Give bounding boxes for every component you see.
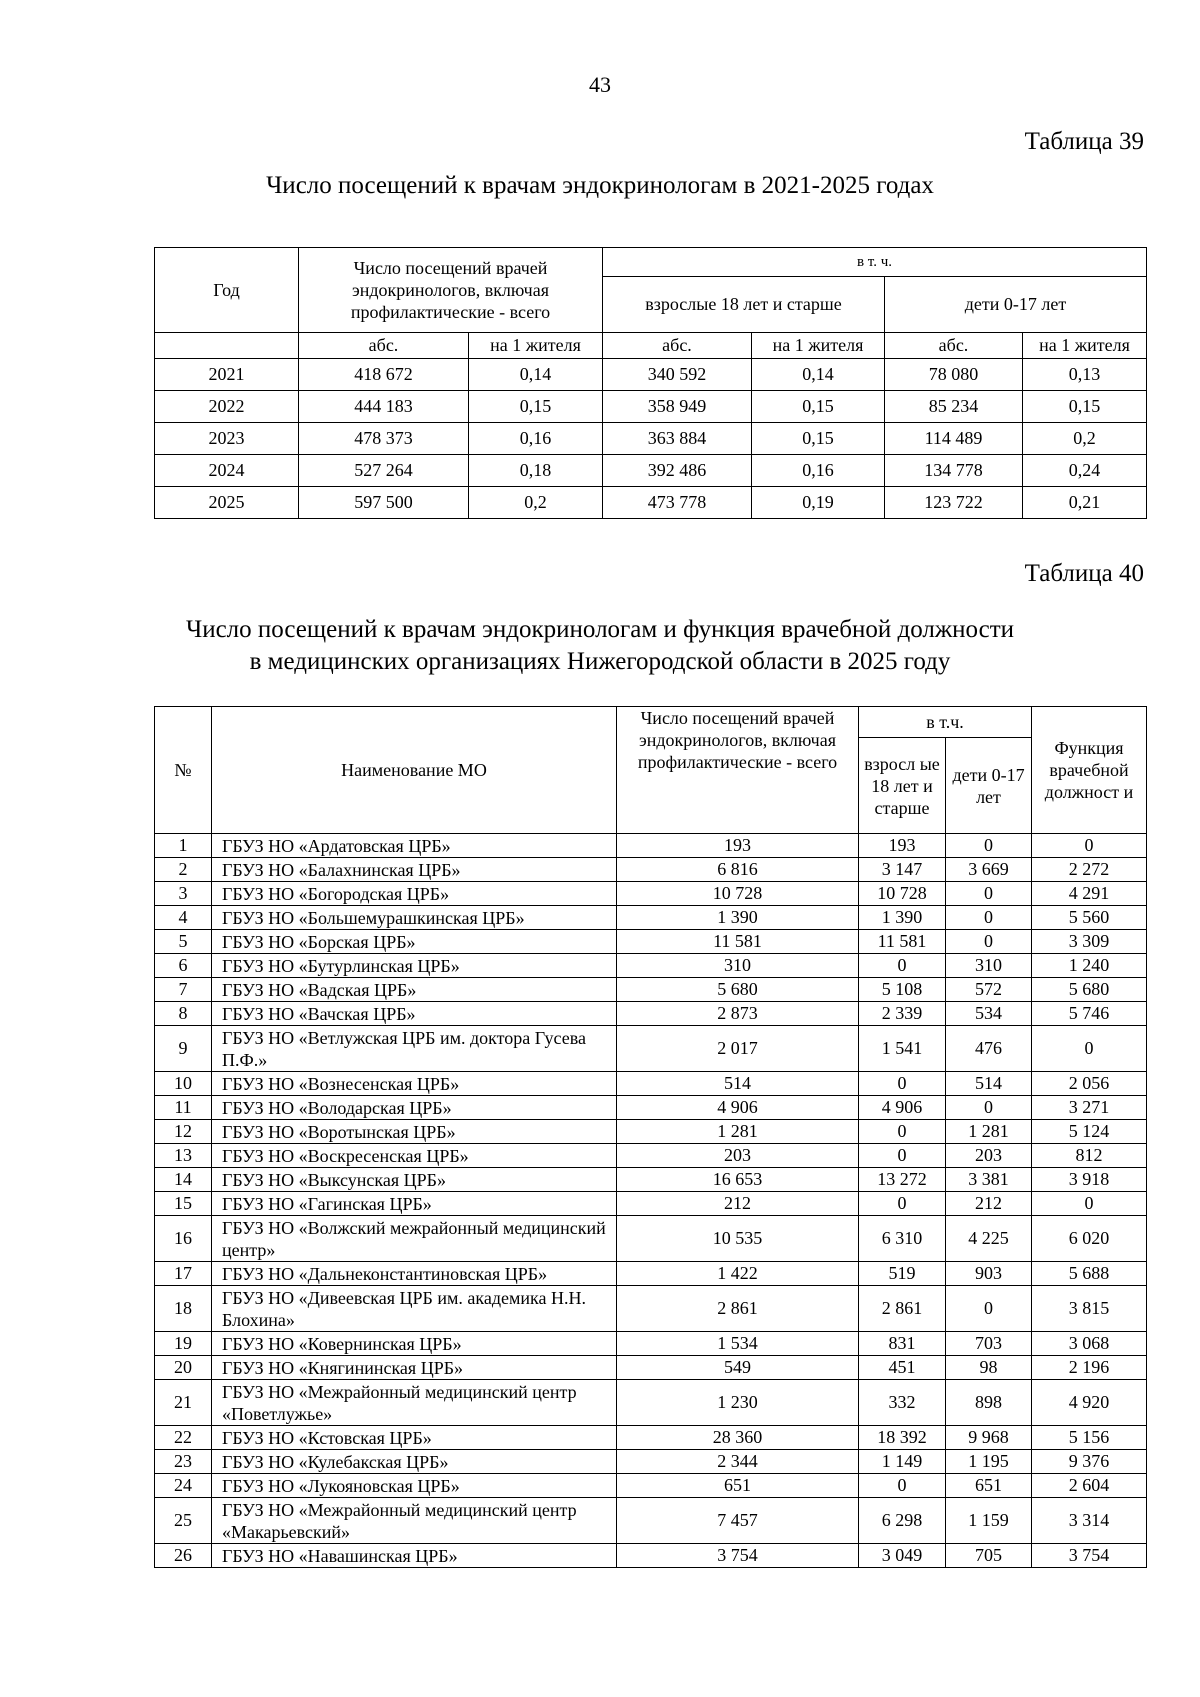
organization-name-cell: ГБУЗ НО «Кстовская ЦРБ»	[212, 1426, 617, 1450]
table-cell: 0,16	[752, 455, 885, 487]
table-cell: 203	[946, 1144, 1032, 1168]
table-cell: 572	[946, 978, 1032, 1002]
organization-name-cell: ГБУЗ НО «Ардатовская ЦРБ»	[212, 834, 617, 858]
table-cell: 0,16	[469, 423, 603, 455]
table-39	[154, 247, 1147, 519]
table-cell: 363 884	[603, 423, 752, 455]
organization-name-cell: ГБУЗ НО «Бутурлинская ЦРБ»	[212, 954, 617, 978]
table-cell: 8	[155, 1002, 212, 1026]
table-cell: 203	[617, 1144, 859, 1168]
table-cell: 15	[155, 1192, 212, 1216]
header-incl: в т.ч.	[859, 707, 1032, 738]
table-cell: 392 486	[603, 455, 752, 487]
table-cell: 3 754	[1032, 1544, 1147, 1568]
table-40-title-line2: в медицинских организациях Нижегородской области в 2025 году	[249, 648, 951, 675]
table-cell: 0,15	[1023, 391, 1147, 423]
table-40-title-line1: Число посещений к врачам эндокринологам и функция врачебной должности	[185, 616, 1015, 643]
table-cell: 3 918	[1032, 1168, 1147, 1192]
table-row	[155, 1168, 1147, 1192]
table-cell: 1 159	[946, 1498, 1032, 1544]
table-cell: 3 754	[617, 1544, 859, 1568]
organization-name-cell: ГБУЗ НО «Балахнинская ЦРБ»	[212, 858, 617, 882]
table-cell: 1 390	[617, 906, 859, 930]
table-row	[155, 1144, 1147, 1168]
table-cell: 9 968	[946, 1426, 1032, 1450]
table-cell: 549	[617, 1356, 859, 1380]
organization-name-cell: ГБУЗ НО «Володарская ЦРБ»	[212, 1096, 617, 1120]
table-cell: 0,15	[469, 391, 603, 423]
table-cell: 5 688	[1032, 1262, 1147, 1286]
table-cell: 0	[946, 1286, 1032, 1332]
table-cell: 85 234	[885, 391, 1023, 423]
organization-name-cell: ГБУЗ НО «Межрайонный медицинский центр «Макарьевский»	[212, 1498, 617, 1544]
table-row	[155, 1002, 1147, 1026]
header-abs: абс.	[603, 333, 752, 359]
table-cell: 0	[859, 1120, 946, 1144]
table-row	[155, 882, 1147, 906]
table-cell: 0	[946, 930, 1032, 954]
organization-name-cell: ГБУЗ НО «Вознесенская ЦРБ»	[212, 1072, 617, 1096]
table-row	[155, 359, 1147, 391]
table-cell: 13 272	[859, 1168, 946, 1192]
table-cell: 519	[859, 1262, 946, 1286]
table-cell: 1 422	[617, 1262, 859, 1286]
organization-name-cell: ГБУЗ НО «Выксунская ЦРБ»	[212, 1168, 617, 1192]
table-cell: 0,15	[752, 391, 885, 423]
table-row	[155, 930, 1147, 954]
table-cell: 0	[859, 1072, 946, 1096]
table-cell: 0,18	[469, 455, 603, 487]
organization-name-cell: ГБУЗ НО «Вадская ЦРБ»	[212, 978, 617, 1002]
table-cell: 98	[946, 1356, 1032, 1380]
table-cell: 10 728	[859, 882, 946, 906]
table-cell: 12	[155, 1120, 212, 1144]
table-cell: 3 068	[1032, 1332, 1147, 1356]
table-cell: 903	[946, 1262, 1032, 1286]
header-children: дети 0-17 лет	[885, 277, 1147, 333]
table-cell: 10	[155, 1072, 212, 1096]
table-cell: 212	[617, 1192, 859, 1216]
table-cell: 831	[859, 1332, 946, 1356]
table-cell: 9 376	[1032, 1450, 1147, 1474]
table-cell: 527 264	[299, 455, 469, 487]
table-cell: 3 309	[1032, 930, 1147, 954]
table-cell: 2 196	[1032, 1356, 1147, 1380]
table-cell: 16	[155, 1216, 212, 1262]
organization-name-cell: ГБУЗ НО «Ковернинская ЦРБ»	[212, 1332, 617, 1356]
table-cell: 534	[946, 1002, 1032, 1026]
table-cell: 212	[946, 1192, 1032, 1216]
header-empty	[155, 333, 299, 359]
table-cell: 0,2	[469, 487, 603, 519]
table-39-label: Таблица 39	[1024, 128, 1144, 155]
table-cell: 1 541	[859, 1026, 946, 1072]
organization-name-cell: ГБУЗ НО «Воротынская ЦРБ»	[212, 1120, 617, 1144]
table-cell: 5 156	[1032, 1426, 1147, 1450]
page-number: 43	[589, 72, 611, 97]
table-cell: 332	[859, 1380, 946, 1426]
organization-name-cell: ГБУЗ НО «Дивеевская ЦРБ им. академика Н.Н. Блохина»	[212, 1286, 617, 1332]
table-cell: 6	[155, 954, 212, 978]
table-cell: 7 457	[617, 1498, 859, 1544]
table-row	[155, 1426, 1147, 1450]
table-cell: 0	[946, 834, 1032, 858]
table-row	[155, 1216, 1147, 1262]
table-row	[155, 1450, 1147, 1474]
table-cell: 0,15	[752, 423, 885, 455]
table-cell: 4 906	[859, 1096, 946, 1120]
table-cell: 473 778	[603, 487, 752, 519]
header-per1: на 1 жителя	[469, 333, 603, 359]
table-row	[155, 455, 1147, 487]
organization-name-cell: ГБУЗ НО «Дальнеконстантиновская ЦРБ»	[212, 1262, 617, 1286]
table-39-title: Число посещений к врачам эндокринологам в 2021-2025 годах	[266, 172, 934, 199]
table-cell: 25	[155, 1498, 212, 1544]
table-40-label: Таблица 40	[1024, 560, 1144, 587]
table-cell: 0	[1032, 834, 1147, 858]
table-cell: 114 489	[885, 423, 1023, 455]
table-cell: 2 344	[617, 1450, 859, 1474]
table-cell: 4 225	[946, 1216, 1032, 1262]
table-cell: 134 778	[885, 455, 1023, 487]
table-cell: 1 149	[859, 1450, 946, 1474]
table-cell: 78 080	[885, 359, 1023, 391]
table-cell: 2	[155, 858, 212, 882]
table-row	[155, 954, 1147, 978]
organization-name-cell: ГБУЗ НО «Вачская ЦРБ»	[212, 1002, 617, 1026]
table-cell: 514	[946, 1072, 1032, 1096]
table-cell: 3 815	[1032, 1286, 1147, 1332]
table-cell: 703	[946, 1332, 1032, 1356]
table-cell: 7	[155, 978, 212, 1002]
table-cell: 0,21	[1023, 487, 1147, 519]
table-cell: 18	[155, 1286, 212, 1332]
table-cell: 1 390	[859, 906, 946, 930]
table-cell: 193	[859, 834, 946, 858]
table-cell: 2 604	[1032, 1474, 1147, 1498]
table-cell: 14	[155, 1168, 212, 1192]
table-row	[155, 1262, 1147, 1286]
table-cell: 24	[155, 1474, 212, 1498]
table-cell: 22	[155, 1426, 212, 1450]
table-cell: 2021	[155, 359, 299, 391]
table-row	[155, 978, 1147, 1002]
table-row	[155, 1026, 1147, 1072]
table-cell: 18 392	[859, 1426, 946, 1450]
table-cell: 20	[155, 1356, 212, 1380]
table-cell: 2022	[155, 391, 299, 423]
table-cell: 705	[946, 1544, 1032, 1568]
table-cell: 0	[946, 882, 1032, 906]
table-cell: 0	[859, 1192, 946, 1216]
table-cell: 3	[155, 882, 212, 906]
table-cell: 0	[1032, 1192, 1147, 1216]
table-row	[155, 858, 1147, 882]
organization-name-cell: ГБУЗ НО «Межрайонный медицинский центр «Поветлужье»	[212, 1380, 617, 1426]
table-row	[155, 1380, 1147, 1426]
table-cell: 17	[155, 1262, 212, 1286]
table-cell: 11 581	[859, 930, 946, 954]
table-cell: 19	[155, 1332, 212, 1356]
table-cell: 6 298	[859, 1498, 946, 1544]
table-cell: 0	[859, 1474, 946, 1498]
table-cell: 2 861	[617, 1286, 859, 1332]
table-cell: 2 017	[617, 1026, 859, 1072]
table-cell: 310	[946, 954, 1032, 978]
table-cell: 9	[155, 1026, 212, 1072]
table-cell: 123 722	[885, 487, 1023, 519]
table-cell: 6 020	[1032, 1216, 1147, 1262]
table-cell: 1 240	[1032, 954, 1147, 978]
table-cell: 4	[155, 906, 212, 930]
header-year: Год	[155, 248, 299, 333]
table-cell: 1 195	[946, 1450, 1032, 1474]
table-cell: 1 281	[617, 1120, 859, 1144]
table-cell: 193	[617, 834, 859, 858]
table-row	[155, 391, 1147, 423]
table-cell: 444 183	[299, 391, 469, 423]
table-cell: 1 230	[617, 1380, 859, 1426]
header-function: Функция врачебной должност и	[1032, 707, 1147, 834]
header-incl: в т. ч.	[603, 248, 1147, 277]
table-row	[155, 423, 1147, 455]
table-row	[155, 906, 1147, 930]
table-cell: 6 816	[617, 858, 859, 882]
header-adults: взросл ые 18 лет и старше	[859, 738, 946, 834]
table-cell: 651	[946, 1474, 1032, 1498]
table-cell: 0	[1032, 1026, 1147, 1072]
table-cell: 597 500	[299, 487, 469, 519]
table-cell: 1	[155, 834, 212, 858]
table-cell: 3 147	[859, 858, 946, 882]
header-total: Число посещений врачей эндокринологов, включая профилактические - всего	[617, 707, 859, 834]
table-cell: 0	[859, 1144, 946, 1168]
table-row	[155, 1544, 1147, 1568]
table-row	[155, 1356, 1147, 1380]
organization-name-cell: ГБУЗ НО «Гагинская ЦРБ»	[212, 1192, 617, 1216]
header-per1: на 1 жителя	[752, 333, 885, 359]
table-cell: 5 680	[1032, 978, 1147, 1002]
organization-name-cell: ГБУЗ НО «Навашинская ЦРБ»	[212, 1544, 617, 1568]
header-total: Число посещений врачей эндокринологов, включая профилактические - всего	[299, 248, 603, 333]
table-40	[154, 706, 1147, 1568]
table-cell: 418 672	[299, 359, 469, 391]
table-cell: 0,13	[1023, 359, 1147, 391]
table-cell: 21	[155, 1380, 212, 1426]
table-cell: 651	[617, 1474, 859, 1498]
table-cell: 5	[155, 930, 212, 954]
table-cell: 1 281	[946, 1120, 1032, 1144]
table-cell: 2 861	[859, 1286, 946, 1332]
table-cell: 898	[946, 1380, 1032, 1426]
table-cell: 3 669	[946, 858, 1032, 882]
table-cell: 2 339	[859, 1002, 946, 1026]
table-row	[155, 834, 1147, 858]
table-row	[155, 1120, 1147, 1144]
table-row	[155, 1332, 1147, 1356]
table-cell: 5 108	[859, 978, 946, 1002]
table-cell: 0	[946, 1096, 1032, 1120]
organization-name-cell: ГБУЗ НО «Кулебакская ЦРБ»	[212, 1450, 617, 1474]
organization-name-cell: ГБУЗ НО «Борская ЦРБ»	[212, 930, 617, 954]
table-cell: 5 560	[1032, 906, 1147, 930]
table-cell: 3 049	[859, 1544, 946, 1568]
table-cell: 5 746	[1032, 1002, 1147, 1026]
table-cell: 10 728	[617, 882, 859, 906]
table-cell: 5 124	[1032, 1120, 1147, 1144]
organization-name-cell: ГБУЗ НО «Воскресенская ЦРБ»	[212, 1144, 617, 1168]
organization-name-cell: ГБУЗ НО «Богородская ЦРБ»	[212, 882, 617, 906]
table-cell: 0,2	[1023, 423, 1147, 455]
table-cell: 476	[946, 1026, 1032, 1072]
table-cell: 11 581	[617, 930, 859, 954]
organization-name-cell: ГБУЗ НО «Ветлужская ЦРБ им. доктора Гусева П.Ф.»	[212, 1026, 617, 1072]
table-cell: 358 949	[603, 391, 752, 423]
table-cell: 2024	[155, 455, 299, 487]
table-cell: 451	[859, 1356, 946, 1380]
table-cell: 3 381	[946, 1168, 1032, 1192]
table-cell: 812	[1032, 1144, 1147, 1168]
table-row	[155, 1096, 1147, 1120]
table-cell: 3 314	[1032, 1498, 1147, 1544]
table-row	[155, 1498, 1147, 1544]
table-row	[155, 1286, 1147, 1332]
table-cell: 5 680	[617, 978, 859, 1002]
organization-name-cell: ГБУЗ НО «Княгининская ЦРБ»	[212, 1356, 617, 1380]
table-cell: 0,14	[752, 359, 885, 391]
table-cell: 2 873	[617, 1002, 859, 1026]
header-per1: на 1 жителя	[1023, 333, 1147, 359]
table-cell: 26	[155, 1544, 212, 1568]
table-cell: 478 373	[299, 423, 469, 455]
table-cell: 10 535	[617, 1216, 859, 1262]
table-cell: 0,14	[469, 359, 603, 391]
table-cell: 28 360	[617, 1426, 859, 1450]
table-row	[155, 1072, 1147, 1096]
organization-name-cell: ГБУЗ НО «Волжский межрайонный медицинский центр»	[212, 1216, 617, 1262]
table-cell: 13	[155, 1144, 212, 1168]
table-cell: 0	[946, 906, 1032, 930]
header-num: №	[155, 707, 212, 834]
organization-name-cell: ГБУЗ НО «Лукояновская ЦРБ»	[212, 1474, 617, 1498]
table-row	[155, 1192, 1147, 1216]
table-cell: 2025	[155, 487, 299, 519]
table-cell: 340 592	[603, 359, 752, 391]
table-cell: 0,19	[752, 487, 885, 519]
table-cell: 310	[617, 954, 859, 978]
header-children: дети 0-17 лет	[946, 738, 1032, 834]
table-cell: 6 310	[859, 1216, 946, 1262]
header-name: Наименование МО	[212, 707, 617, 834]
table-cell: 2 056	[1032, 1072, 1147, 1096]
table-row	[155, 1474, 1147, 1498]
header-abs: абс.	[299, 333, 469, 359]
table-cell: 2 272	[1032, 858, 1147, 882]
table-cell: 23	[155, 1450, 212, 1474]
table-cell: 0,24	[1023, 455, 1147, 487]
organization-name-cell: ГБУЗ НО «Большемурашкинская ЦРБ»	[212, 906, 617, 930]
table-cell: 11	[155, 1096, 212, 1120]
table-cell: 2023	[155, 423, 299, 455]
table-cell: 3 271	[1032, 1096, 1147, 1120]
table-row	[155, 487, 1147, 519]
table-cell: 1 534	[617, 1332, 859, 1356]
header-adults: взрослые 18 лет и старше	[603, 277, 885, 333]
table-cell: 0	[859, 954, 946, 978]
header-abs: абс.	[885, 333, 1023, 359]
table-cell: 16 653	[617, 1168, 859, 1192]
table-cell: 514	[617, 1072, 859, 1096]
table-cell: 4 906	[617, 1096, 859, 1120]
table-cell: 4 291	[1032, 882, 1147, 906]
table-cell: 4 920	[1032, 1380, 1147, 1426]
